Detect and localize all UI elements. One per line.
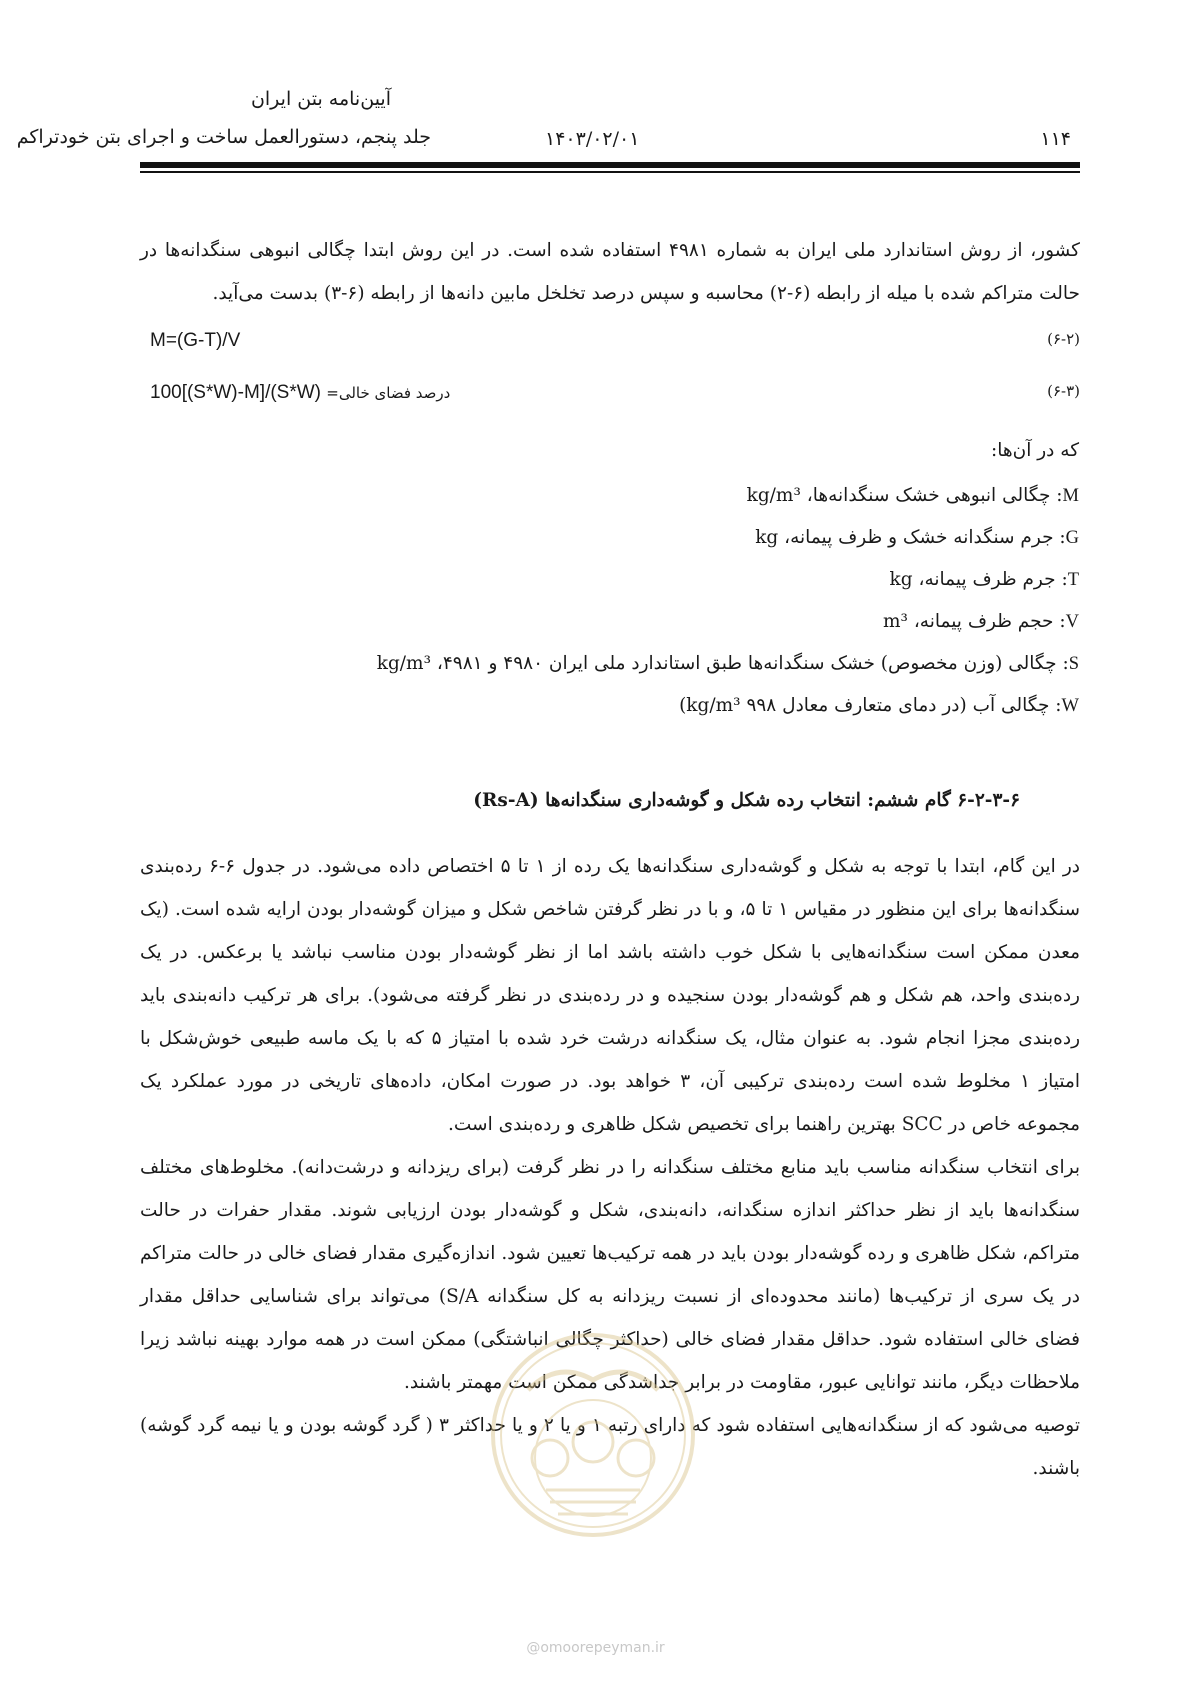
definition-text: : چگالی آب (در دمای متعارف معادل ۹۹۸ kg/m³) bbox=[679, 695, 1062, 716]
equation-number: (۶-۲) bbox=[1047, 330, 1080, 348]
header-subtitle: جلد پنجم، دستورالعمل ساخت و اجرای بتن خودتراکم bbox=[16, 126, 431, 148]
definitions-intro: که در آن‌ها: bbox=[990, 440, 1079, 461]
definition-text: : جرم ظرف پیمانه، kg bbox=[889, 569, 1068, 590]
header-title: آیین‌نامه بتن ایران bbox=[250, 88, 391, 110]
body-paragraph: در این گام، ابتدا با توجه به شکل و گوشه‌داری سنگدانه‌ها یک رده از ۱ تا ۵ اختصاص داده می‌شود. در جدول ۶-۶ رده‌بندی سنگدانه‌ها برای این منظور در مقیاس ۱ تا ۵، و با در نظر گرفتن شاخص شکل و میزان گوشه‌دار بودن ارایه شده است. (یک معدن ممکن است سنگدانه‌هایی با شکل خوب داشته باشد اما از نظر گوشه‌دار بودن مناسب نباشد یا برعکس. در یک رده‌بندی واحد، هم شکل و هم گوشه‌دار بودن سنجیده و در رده‌بندی در نظر گرفته می‌شود). برای هر ترکیب دانه‌بندی باید رده‌بندی مجزا انجام شود. به عنوان مثال، یک سنگدانه درشت خرد شده با امتیاز ۵ که با یک ماسه طبیعی خوش‌شکل با امتیاز ۱ مخلوط شده است رده‌بندی ترکیبی آن، ۳ خواهد بود. در صورت امکان، داده‌های تاریخی در مورد عملکرد یک مجموعه خاص در SCC بهترین راهنما برای تخصیص شکل ظاهری و رده‌بندی است. bbox=[140, 855, 1081, 1135]
definition-symbol: S bbox=[1068, 654, 1079, 674]
definition-item bbox=[139, 643, 1079, 685]
definition-item bbox=[139, 517, 1079, 559]
definition-symbol: G bbox=[1065, 528, 1079, 548]
definition-item bbox=[139, 475, 1079, 517]
watermark-site: @omoorepeyman.ir bbox=[526, 1640, 665, 1656]
page-number: ۱۱۴ bbox=[1040, 128, 1071, 150]
equation-6-2 bbox=[140, 330, 1080, 360]
seal-watermark-icon bbox=[488, 1330, 698, 1540]
definition-text: : چگالی انبوهی خشک سنگدانه‌ها، kg/m³ bbox=[746, 485, 1063, 506]
definition-symbol: V bbox=[1065, 612, 1079, 632]
header-date: ۱۴۰۳/۰۲/۰۱ bbox=[545, 128, 640, 150]
body-paragraph: برای انتخاب سنگدانه مناسب باید منابع مختلف سنگدانه را در نظر گرفت (برای ریزدانه و درشت‌دانه). مخلوط‌های مختلف سنگدانه‌ها باید از نظر حداکثر اندازه سنگدانه، دانه‌بندی، شکل و گوشه‌دار بودن ارزیابی شوند. مقدار حفرات در حالت متراکم، شکل ظاهری و رده گوشه‌دار بودن باید در همه ترکیب‌ها تعیین شود. اندازه‌گیری مقدار فضای خالی در حالت متراکم در یک سری از ترکیب‌ها (مانند محدوده‌ای از نسبت ریزدانه به کل سنگدانه S/A) می‌تواند برای شناسایی حداقل مقدار فضای خالی استفاده شود. حداقل مقدار فضای خالی (حداکثر چگالی انباشتگی) ممکن است در همه موارد بهینه نباشد زیرا ملاحظات دیگر، مانند توانایی عبور، مقاومت در برابر جداشدگی ممکن است مهمتر باشند. bbox=[140, 1156, 1080, 1393]
equation-6-3 bbox=[140, 382, 1080, 412]
equation-formula: M=(G-T)/V bbox=[150, 330, 241, 351]
equation-formula-wrap bbox=[150, 382, 450, 404]
equation-number: (۶-۳) bbox=[1047, 382, 1080, 400]
equation-formula: 100[(S*W)-M]/(S*W) bbox=[150, 382, 321, 403]
definition-item bbox=[139, 685, 1079, 727]
definition-symbol: W bbox=[1061, 696, 1079, 716]
definition-text: : حجم ظرف پیمانه، m³ bbox=[882, 611, 1066, 632]
section-heading: ۶-۲-۳-۶ گام ششم: انتخاب رده شکل و گوشه‌داری سنگدانه‌ها (Rs-A) bbox=[473, 790, 1020, 811]
definition-text: : جرم سنگدانه خشک و ظرف پیمانه، kg bbox=[755, 527, 1066, 548]
definitions-list bbox=[139, 475, 1079, 727]
definition-symbol: M bbox=[1062, 486, 1079, 506]
header-rule-thin bbox=[140, 171, 1080, 173]
equation-formula-label: درصد فضای خالی= bbox=[326, 384, 451, 402]
intro-paragraph: کشور، از روش استاندارد ملی ایران به شماره ۴۹۸۱ استفاده شده است. در این روش ابتدا چگالی انبوهی سنگدانه‌ها در حالت متراکم شده با میله از رابطه (۶-۲) محاسبه و سپس درصد تخلخل مابین دانه‌ها از رابطه (۶-۳) بدست می‌آید. bbox=[140, 239, 1080, 304]
definition-item bbox=[139, 559, 1079, 601]
body-paragraph: توصیه می‌شود که از سنگدانه‌هایی استفاده شود که دارای رتبه ۱ و یا ۲ و یا حداکثر ۳ ( گرد گوشه بودن و یا نیمه گرد گوشه) باشند. bbox=[140, 1414, 1080, 1479]
definition-symbol: T bbox=[1067, 570, 1079, 590]
definition-item bbox=[139, 601, 1079, 643]
header-rule-thick bbox=[140, 162, 1080, 168]
definition-text: : چگالی (وزن مخصوص) خشک سنگدانه‌ها طبق استاندارد ملی ایران ۴۹۸۰ و ۴۹۸۱، kg/m³ bbox=[376, 653, 1069, 674]
